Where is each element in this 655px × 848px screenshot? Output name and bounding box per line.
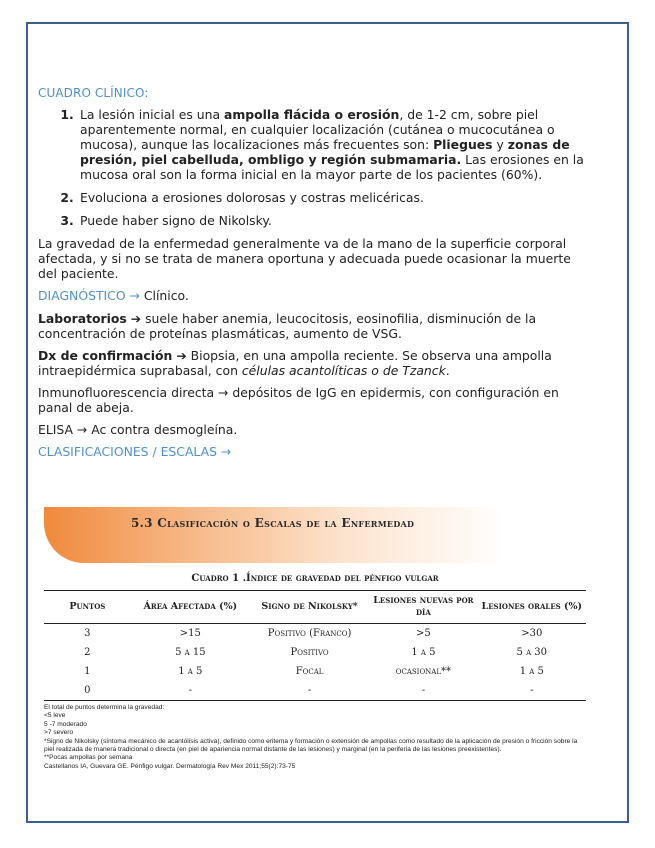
diagnosis-line: DIAGNÓSTICO → Clínico.	[38, 288, 189, 303]
confirmation-paragraph: Dx de confirmación ➔ Biopsia, en una ampolla reciente. Se observa una ampolla intraepidérmica suprabasal, con células acantolíticas o de Tzanck.	[38, 348, 552, 378]
severity-figure	[44, 507, 586, 771]
note-line: 5 -7 moderado	[44, 720, 87, 728]
table-cell: Focal	[295, 666, 324, 677]
table-cell: >30	[521, 628, 543, 639]
table-cell: 2	[84, 647, 91, 658]
clinical-list	[38, 107, 590, 228]
table-row	[44, 662, 586, 681]
table-cell: 1	[84, 666, 91, 677]
table-cell: 5 a 30	[516, 647, 548, 658]
table-header-row	[44, 591, 586, 624]
note-line: <5 leve	[44, 712, 66, 720]
table-notes	[44, 704, 586, 771]
table-cell: >15	[179, 628, 201, 639]
table-cell: 1 a 5	[519, 666, 544, 677]
classifications-line	[38, 444, 590, 459]
note-line: **Pocas ampollas por semana	[44, 754, 133, 762]
immunofluorescence-paragraph: Inmunofluorescencia directa → depósitos de IgG en epidermis, con configuración en panal de abeja.	[38, 385, 559, 415]
note-line: *Signo de Nikolsky (síntoma mecánico de acantólisis activa), definido como eritema y formación o extensión de ampollas como resultado de la aplicación de presión o fricción sobre la piel realizada de manera tradicional o directa (en piel de apariencia normal distante de las lesiones) y marginal (en la periferia de las lesiones preexistentes).	[44, 737, 578, 754]
severity-table	[44, 590, 586, 701]
table-title: Cuadro 1 .Índice de gravedad del pénfigo vulgar	[191, 573, 439, 584]
list-item: 3. Puede haber signo de Nikolsky.	[78, 213, 590, 228]
document-body	[38, 86, 590, 466]
diagnosis-heading: DIAGNÓSTICO	[38, 288, 126, 303]
note-line: >7 severo	[44, 729, 74, 737]
arrow-icon: →	[220, 444, 232, 459]
arrow-icon: ➔	[130, 311, 142, 326]
table-cell: ocasional**	[395, 666, 452, 677]
table-row	[44, 643, 586, 662]
column-header: Signo de Nikolsky*	[250, 591, 369, 624]
table-cell: >5	[416, 628, 431, 639]
table-row	[44, 681, 586, 701]
table-cell: 3	[84, 628, 91, 639]
table-cell: Positivo (Franco)	[267, 628, 352, 639]
table-cell: 0	[44, 681, 131, 701]
table-cell: -	[250, 681, 369, 701]
table-cell: -	[369, 681, 477, 701]
note-line: El total de puntos determina la gravedad:	[44, 704, 165, 711]
table-cell: 1 a 5	[411, 647, 436, 658]
column-header: Puntos	[44, 591, 131, 624]
severity-paragraph: La gravedad de la enfermedad generalmente va de la mano de la superficie corporal afectada, y si no se trata de manera oportuna y adecuada puede ocasionar la muerte del paciente.	[38, 236, 571, 281]
classifications-heading: CLASIFICACIONES / ESCALAS	[38, 444, 217, 459]
table-cell: 5 a 15	[175, 647, 206, 658]
list-item: 1. La lesión inicial es una ampolla flácida o erosión, de 1-2 cm, sobre piel aparentemente normal, en cualquier localización (cutánea o mucocutánea o mucosa), aunque las localizaciones más frecuentes son: Pliegues y zonas de presión, piel cabelluda, ombligo y región submamaria. Las erosiones en la mucosa oral son la forma inicial en la mayor parte de los pacientes (60%).	[78, 107, 590, 182]
elisa-paragraph: ELISA → Ac contra desmogleína.	[38, 422, 238, 437]
table-cell: -	[478, 681, 586, 701]
arrow-icon: ➔	[176, 348, 187, 363]
column-header: Lesiones orales (%)	[478, 591, 586, 624]
arrow-icon: →	[129, 288, 140, 303]
table-row	[44, 624, 586, 644]
column-header: Área Afectada (%)	[131, 591, 250, 624]
citation: Castellanos IA, Guevara GE. Pénfigo vulgar. Dermatología Rev Mex 2011;55(2):73-75	[44, 762, 296, 770]
labs-paragraph: Laboratorios ➔ suele haber anemia, leucocitosis, eosinofilia, disminución de la concentración de proteínas plasmáticas, aumento de VSG.	[38, 311, 537, 341]
column-header: Lesiones nuevas por día	[369, 591, 477, 624]
section-banner	[44, 507, 586, 563]
table-cell: Positivo	[290, 647, 329, 658]
list-item: 2. Evoluciona a erosiones dolorosas y costras melicéricas.	[78, 190, 590, 205]
section-title: 5.3 Clasificación o Escalas de la Enfermedad	[131, 516, 415, 530]
clinical-heading: CUADRO CLÍNICO:	[38, 86, 149, 100]
table-cell: 1 a 5	[178, 666, 203, 677]
table-cell: -	[131, 681, 250, 701]
